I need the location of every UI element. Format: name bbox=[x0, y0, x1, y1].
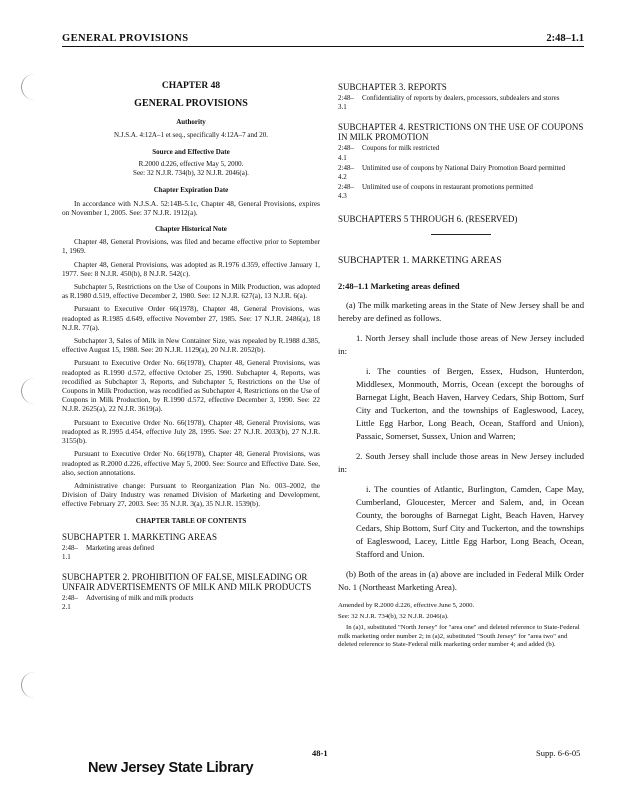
source-line: R.2000 d.226, effective May 5, 2000. bbox=[138, 160, 244, 169]
supplement-date: Supp. 6-6-05 bbox=[536, 748, 581, 758]
history-paragraph: Subchapter 5, Restrictions on the Use of Coupons in Milk Production, was adopted as R.1980 d.519, effective December 2, 1980. See: 12 N.J.R. 627(a), 13 N.J.R. 6(a). bbox=[62, 282, 320, 301]
rule-paragraph-1i: i. The counties of Bergen, Essex, Hudson, Hunterdon, Middlesex, Monmouth, Morris, Ocean (except the boroughs of Barnegat Light, Beach Haven, Harvey Cedars, Ship Bottom, Surf City and Tuckerton, and the townships of Eagleswood, Lacey, Little Egg Harbor, Long Beach, Ocean, Stafford and Union), Passaic, Somerset, Sussex, Union and Warren; bbox=[356, 366, 584, 442]
toc-item[interactable] bbox=[338, 144, 584, 162]
section-divider bbox=[431, 234, 491, 235]
source-line: See: 32 N.J.R. 734(b), 32 N.J.R. 2046(a). bbox=[133, 169, 249, 178]
toc-item-number: 2:48–4.2 bbox=[338, 163, 354, 182]
toc-item[interactable] bbox=[338, 164, 584, 182]
binder-hole-icon bbox=[21, 672, 48, 698]
toc-item-number: 2:48–1.1 bbox=[62, 543, 78, 561]
toc-item-title: Marketing areas defined bbox=[86, 543, 155, 552]
toc-subchapters-5-6[interactable]: SUBCHAPTERS 5 THROUGH 6. (RESERVED) bbox=[338, 213, 518, 224]
expiration-text: In accordance with N.J.S.A. 52:14B-5.1c, Chapter 48, General Provisions, expires on November 1, 2005. See: 37 N.J.R. 1912(a). bbox=[62, 198, 320, 217]
toc-item-number: 2:48–2.1 bbox=[62, 594, 78, 612]
binder-hole-icon bbox=[21, 74, 48, 100]
rule-paragraph-b: (b) Both of the areas in (a) above are included in Federal Milk Order No. 1 (Northeast Marketing Area). bbox=[338, 569, 584, 593]
history-heading: Chapter Historical Note bbox=[155, 225, 227, 234]
rule-paragraph-1: 1. North Jersey shall include those areas of New Jersey included in: bbox=[338, 333, 584, 357]
history-paragraph: Administrative change: Pursuant to Reorganization Plan No. 003–2002, the Division of Dairy Industry was renamed Division of Marketing and Development, effective February 27, 2003. See: 35 N.J.R. 3(a), 35 N.J.R. 1539(b). bbox=[62, 480, 320, 509]
rule-paragraph-a: (a) The milk marketing areas in the State of New Jersey shall be and hereby are defined as follows. bbox=[338, 300, 584, 324]
toc-item-title: Advertising of milk and milk products bbox=[86, 594, 194, 603]
subchapter-heading: SUBCHAPTER 1. MARKETING AREAS bbox=[338, 255, 502, 266]
expiration-heading: Chapter Expiration Date bbox=[153, 186, 229, 195]
authority-heading: Authority bbox=[176, 118, 206, 127]
chapter-title: GENERAL PROVISIONS bbox=[134, 98, 248, 110]
history-paragraph: Subchapter 3, Sales of Milk in New Container Size, was repealed by R.1988 d.385, effective August 15, 1988. See: 20 N.J.R. 1129(a), 20 N.J.R. 2052(b). bbox=[62, 336, 320, 355]
toc-subchapter-3[interactable]: SUBCHAPTER 3. REPORTS bbox=[338, 82, 447, 92]
toc-item[interactable] bbox=[338, 94, 584, 112]
authority-text: N.J.S.A. 4:12A–1 et seq., specifically 4:12A–7 and 20. bbox=[114, 130, 268, 139]
running-header bbox=[62, 30, 584, 47]
history-paragraph: Pursuant to Executive Order No. 66(1978), Chapter 48, General Provisions, was readopted as R.1995 d.454, effective July 28, 1995. See: 27 N.J.R. 2033(b), 27 N.J.R. 3155(b). bbox=[62, 417, 320, 446]
amendment-note: In (a)1, substituted "North Jersey" for "area one" and deleted reference to State-Federal milk marketing order number 2; in (a)2, substituted "South Jersey" for "area two" and deleted reference to State-Federal milk marketing order number 4; and added (b). bbox=[338, 624, 580, 648]
chapter-number: CHAPTER 48 bbox=[161, 81, 221, 91]
right-column bbox=[338, 82, 584, 649]
history-paragraph: Chapter 48, General Provisions, was adopted as R.1976 d.359, effective January 1, 1977. See: 8 N.J.R. 450(b), 8 N.J.R. 542(c). bbox=[62, 259, 320, 278]
toc-item-number: 2:48–4.1 bbox=[338, 144, 354, 162]
toc-item-title: Unlimited use of coupons by National Dairy Promotion Board permitted bbox=[362, 163, 566, 172]
running-header-title: GENERAL PROVISIONS bbox=[62, 33, 189, 44]
history-paragraph: Chapter 48, General Provisions, was filed and became effective prior to September 1, 1969. bbox=[62, 237, 320, 256]
toc-item-number: 2:48–3.1 bbox=[338, 94, 354, 112]
rule-paragraph-2: 2. South Jersey shall include those areas in New Jersey included in: bbox=[338, 451, 584, 475]
history-paragraph: Pursuant to Executive Order No. 66(1978), Chapter 48, General Provisions, was readopted as R.1990 d.572, effective October 25, 1990. Subchapter 4, Reports, was recodified as Subchapter 3, Reports, and Subchapter 5, Restrictions on the Use of Coupons in Milk Production, was recodified as Subchapter 4, Restrictions on the Use of Coupons in Milk Production, by R.1990 d.572, effective December 3, 1990. See: 22 N.J.R. 2625(a), 22 N.J.R. 3619(a). bbox=[62, 358, 320, 414]
section-heading: 2:48–1.1 Marketing areas defined bbox=[338, 280, 460, 291]
history-paragraph: Pursuant to Executive Order 66(1978), Chapter 48, General Provisions, was readopted as R.1985 d.649, effective November 27, 1985. See: 17 N.J.R. 2486(a), 18 N.J.R. 77(a). bbox=[62, 304, 320, 332]
page-number: 48-1 bbox=[312, 748, 328, 758]
source-heading: Source and Effective Date bbox=[152, 147, 230, 156]
toc-item-number: 2:48–4.3 bbox=[338, 183, 354, 201]
amendment-note: See: 32 N.J.R. 734(b), 32 N.J.R. 2046(a). bbox=[338, 613, 449, 621]
toc-item[interactable] bbox=[338, 183, 584, 201]
toc-heading: CHAPTER TABLE OF CONTENTS bbox=[135, 516, 247, 525]
history-paragraph: Pursuant to Executive Order No. 66(1978), Chapter 48, General Provisions, was readopted as R.2000 d.226, effective May 5, 2000. See: Source and Effective Date. See, also, section annotations. bbox=[62, 449, 320, 477]
rule-paragraph-2i: i. The counties of Atlantic, Burlington, Camden, Cape May, Cumberland, Gloucester, Mercer and Salem, and, in Ocean County, the boroughs of Barnegat Light, Beach Haven, Harvey Cedars, Ship Bottom, Surf City and Tuckerton, and the townships of Eagleswood, Lacey, Little Egg Harbor, Long Beach, Ocean, Stafford and Union. bbox=[356, 484, 584, 560]
binder-hole-icon bbox=[21, 378, 48, 404]
library-logo: New Jersey State Library bbox=[88, 760, 254, 776]
toc-subchapter-2[interactable]: SUBCHAPTER 2. PROHIBITION OF FALSE, MISLEADING OR UNFAIR ADVERTISEMENTS OF MILK AND MILK PRODUCTS bbox=[62, 572, 312, 593]
toc-item[interactable] bbox=[62, 594, 320, 612]
toc-subchapter-4[interactable]: SUBCHAPTER 4. RESTRICTIONS ON THE USE OF COUPONS IN MILK PROMOTION bbox=[338, 122, 584, 143]
toc-item-title: Confidentiality of reports by dealers, processors, subdealers and stores bbox=[362, 94, 560, 102]
toc-item[interactable] bbox=[62, 544, 320, 562]
left-column bbox=[62, 78, 320, 614]
amendment-note: Amended by R.2000 d.226, effective June 5, 2000. bbox=[338, 602, 475, 610]
running-header-section: 2:48–1.1 bbox=[546, 33, 584, 44]
toc-item-title: Coupons for milk restricted bbox=[362, 144, 440, 153]
toc-item-title: Unlimited use of coupons in restaurant promotions permitted bbox=[362, 183, 533, 192]
toc-subchapter-1[interactable]: SUBCHAPTER 1. MARKETING AREAS bbox=[62, 531, 218, 542]
